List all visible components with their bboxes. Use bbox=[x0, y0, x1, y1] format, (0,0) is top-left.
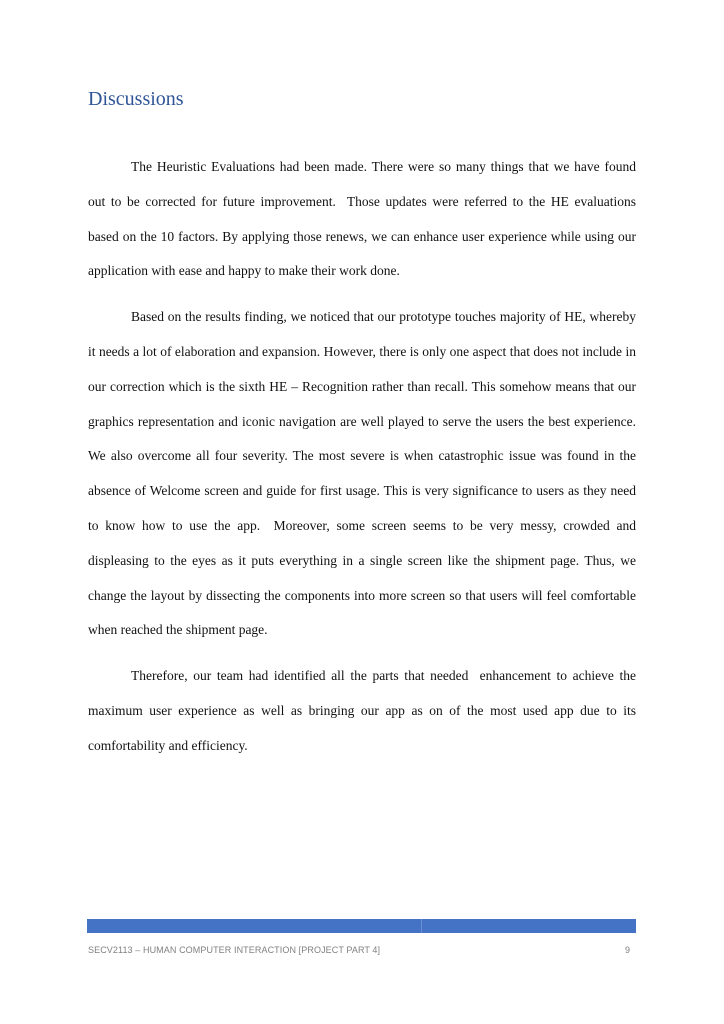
page-number: 9 bbox=[624, 945, 630, 955]
footer-bar bbox=[87, 919, 636, 933]
paragraph-3: Therefore, our team had identified all the parts that needed enhancement to achieve the maximum user experience as well as bringing our app as on of the most used app due to its comfortability and efficiency. bbox=[88, 668, 640, 753]
paragraph-2: Based on the results finding, we noticed that our prototype touches majority of HE, whereby it needs a lot of elaboration and expansion. However, there is only one aspect that does not include in our correction which is the sixth HE – Recognition rather than recall. This somehow means that our graphics representation and iconic navigation are well played to serve the users the best experience. We also overcome all four severity. The most severe is when catastrophic issue was found in the absence of Welcome screen and guide for first usage. This is very significance to users as they need to know how to use the app. Moreover, some screen seems to be very messy, crowded and displeasing to the eyes as it puts everything in a single screen like the shipment page. Thus, we change the layout by dissecting the components into more screen so that users will feel comfortable when reached the shipment page. bbox=[88, 309, 640, 638]
paragraph-1: The Heuristic Evaluations had been made. There were so many things that we have found out to be corrected for future improvement. Those updates were referred to the HE evaluations based on the 10 factors. By applying those renews, we can enhance user experience while using our application with ease and happy to make their work done. bbox=[88, 159, 640, 279]
footer-bar-divider bbox=[421, 919, 422, 933]
section-heading: Discussions bbox=[88, 88, 184, 110]
body-text bbox=[88, 150, 640, 775]
footer-text: SECV2113 – HUMAN COMPUTER INTERACTION [PROJECT PART 4] bbox=[88, 945, 381, 955]
